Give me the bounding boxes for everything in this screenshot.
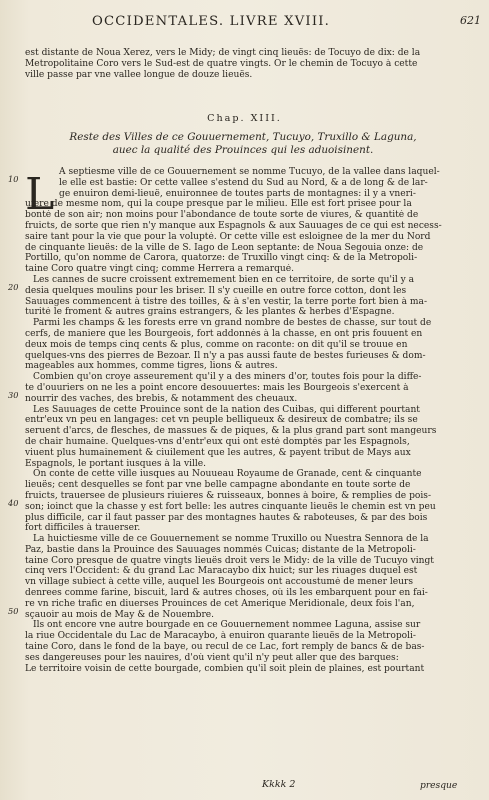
text-line: taine Coro quatre vingt cinq; comme Herrera a remarqué.	[25, 264, 295, 275]
text-line: deux mois de temps cinq cents & plus, comme on raconte: on dit qu'il se trouue en	[25, 339, 408, 350]
catchword: presque	[420, 781, 458, 791]
text-line: de cinquante lieuës: de la ville de S. Iago de Leon septante: de Noua Segouia onze: de	[25, 242, 424, 253]
text-line: re vn riche trafic en diuerses Prouinces de cet Amerique Meridionale, deux fois l'an,	[25, 598, 415, 609]
text-line: uiere de mesme nom, qui la coupe presque par le milieu. Elle est fort prisee pour la	[25, 199, 412, 210]
opening-paragraph	[25, 48, 461, 80]
text-line: turité le froment & autres grains estrangers, & les plantes & herbes d'Espagne.	[25, 307, 395, 318]
text-line: Espagnols, le portant iusques à la ville.	[25, 458, 207, 469]
margin-line-number: 40	[8, 498, 19, 508]
text-line: seruent d'arcs, de flesches, de massues & de piques, & la plus grand part sont mangeurs	[25, 426, 437, 437]
text-line: Ils ont encore vne autre bourgade en ce Gouuernement nommee Laguna, assise sur	[33, 620, 421, 631]
text-line: A septiesme ville de ce Gouuernement se nomme Tucuyo, de la vallee dans laquel-	[59, 167, 440, 177]
text-line: fruicts, trauersee de plusieurs riuieres & ruisseaux, bonnes à boire, & remplies de pois-	[25, 490, 432, 501]
body-text	[25, 167, 461, 674]
text-line: Combien qu'on croye asseurement qu'il y a des miners d'or, toutes fois pour la diffe-	[33, 372, 422, 383]
margin-line-number: 30	[8, 390, 19, 400]
margin-line-number: 20	[8, 282, 19, 292]
text-line: de chair humaine. Quelques-vns d'entr'eux qui ont esté domptés par les Espagnols,	[25, 436, 410, 447]
text-line: entr'eux vn peu en langages: cet vn peuple belliqueux & desireux de combatre; ils se	[25, 415, 418, 426]
signature-mark: Kkkk 2	[262, 779, 296, 790]
text-line: fort difficiles à trauerser.	[25, 523, 141, 534]
text-line: est distante de Noua Xerez, vers le Midy; de vingt cinq lieuës: de Tocuyo de dix: de la	[25, 48, 421, 58]
text-line: le elle est bastie: Or cette vallee s'estend du Sud au Nord, & a de long & de lar-	[59, 177, 428, 188]
text-line: la riue Occidentale du Lac de Maracaybo, à enuiron quarante lieuës de la Metropoli-	[25, 631, 417, 642]
page-number: 621	[460, 14, 481, 27]
text-line: vn village subiect à cette ville, auquel les Bourgeois ont accoustumé de mener leurs	[25, 577, 414, 588]
text-line: Parmi les champs & les forests erre vn grand nombre de bestes de chasse, sur tout de	[33, 318, 432, 329]
text-line: On conte de cette ville iusques au Nouueau Royaume de Granade, cent & cinquante	[33, 469, 422, 480]
text-line: quelques-vns des pierres de Bezoar. Il n'y a pas aussi faute de bestes furieuses & dom-	[25, 350, 426, 361]
text-line: Sauuages commencent à tistre des toilles, & à s'en vestir, la terre porte fort bien à ma-	[25, 296, 428, 307]
text-line: nourrir des vaches, des brebis, & notamment des cheuaux.	[25, 393, 298, 404]
text-line: taine Coro presque de quatre vingts lieuës droit vers le Midy: de la ville de Tucuyo vingt	[25, 555, 434, 566]
text-line: cinq vers l'Occident: & du grand Lac Maracaybo dix huict; sur les riuages duquel est	[25, 566, 418, 577]
margin-line-number: 10	[8, 174, 19, 184]
text-line: ville passe par vne vallee longue de douze lieuës.	[25, 69, 253, 80]
text-line: Le territoire voisin de cette bourgade, combien qu'il soit plein de plaines, est pourtant	[25, 663, 425, 674]
text-line: ge enuiron demi-lieuë, enuironnee de toutes parts de montagnes: il y a vneri-	[59, 188, 416, 199]
running-title: OCCIDENTALES. LIVRE XVIII.	[92, 14, 331, 29]
text-line: plus difficile, car il faut passer par des montagnes hautes & raboteuses, & par des bois	[25, 512, 428, 523]
section-title-line: Reste des Villes de ce Gouuernement, Tucuyo, Truxillo & Laguna,	[69, 131, 417, 143]
drop-cap: L	[25, 169, 55, 220]
text-line: denrees comme farine, biscuit, lard & autres choses, où ils les embarquent pour en fai-	[25, 588, 428, 599]
text-line: te d'ouuriers on ne les a point encore desouuertes: mais les Bourgeois s'exercent à	[25, 382, 409, 393]
text-line: son; ioinct que la chasse y est fort belle: les autres cinquante lieuës le chemin est vn peu	[25, 501, 436, 512]
text-line: Portillo, qu'on nomme de Carora, quatorze: de Truxillo vingt cinq: & de la Metropoli-	[25, 253, 418, 264]
text-line: Metropolitaine Coro vers le Sud-est de quatre vingts. Or le chemin de Tocuyo à cette	[25, 58, 418, 69]
text-line: sçauoir au mois de May & de Nouembre.	[25, 609, 215, 620]
text-line: La huictiesme ville de ce Gouuernement se nomme Truxillo ou Nuestra Sennora de la	[33, 534, 429, 545]
text-line: ses dangereuses pour les nauires, d'où vient qu'il n'y peut aller que des barques:	[25, 652, 399, 663]
text-line: fruicts, de sorte que rien n'y manque aux Espagnols & aux Sauuages de ce qui est necess-	[25, 220, 442, 231]
margin-line-number: 50	[8, 606, 19, 616]
chapter-heading: Chap. XIII.	[207, 113, 282, 124]
text-line: Paz, bastie dans la Prouince des Sauuages nommés Cuicas; distante de la Metropoli-	[25, 544, 416, 555]
text-line: cerfs, de maniere que les Bourgeois, fort addonnés à la chasse, en ont pris fouuent en	[25, 328, 423, 339]
text-line: bonté de son air; non moins pour l'abondance de toute sorte de viures, & quantité de	[25, 210, 419, 221]
text-line: saire tant pour la vie que pour la volupté. Or cette ville est esloignee de la mer du Nord	[25, 231, 431, 242]
text-line: Les Sauuages de cette Prouince sont de la nation des Cuibas, qui different pourtant	[33, 404, 420, 415]
text-line: mageables aux hommes, comme tigres, lions & autres.	[25, 361, 278, 372]
text-line: Les cannes de sucre croissent extremement bien en ce territoire, de sorte qu'il y a	[33, 274, 415, 285]
text-line: taine Coro, dans le fond de la baye, ou recul de ce Lac, fort remply de bancs & de bas-	[25, 642, 425, 653]
section-title-line: auec la qualité des Prouinces qui les aduoisinent.	[112, 143, 374, 156]
text-line: desia quelques moulins pour les briser. Il s'y cueille en outre force cotton, dont les	[25, 285, 407, 296]
section-title	[25, 131, 461, 156]
page-header	[0, 14, 489, 34]
text-line: lieuës; cent desquelles se font par vne belle campagne abondante en toute sorte de	[25, 480, 411, 491]
text-line: viuent plus humainement & ciuilement que les autres, & payent tribut de Mays aux	[25, 447, 411, 458]
